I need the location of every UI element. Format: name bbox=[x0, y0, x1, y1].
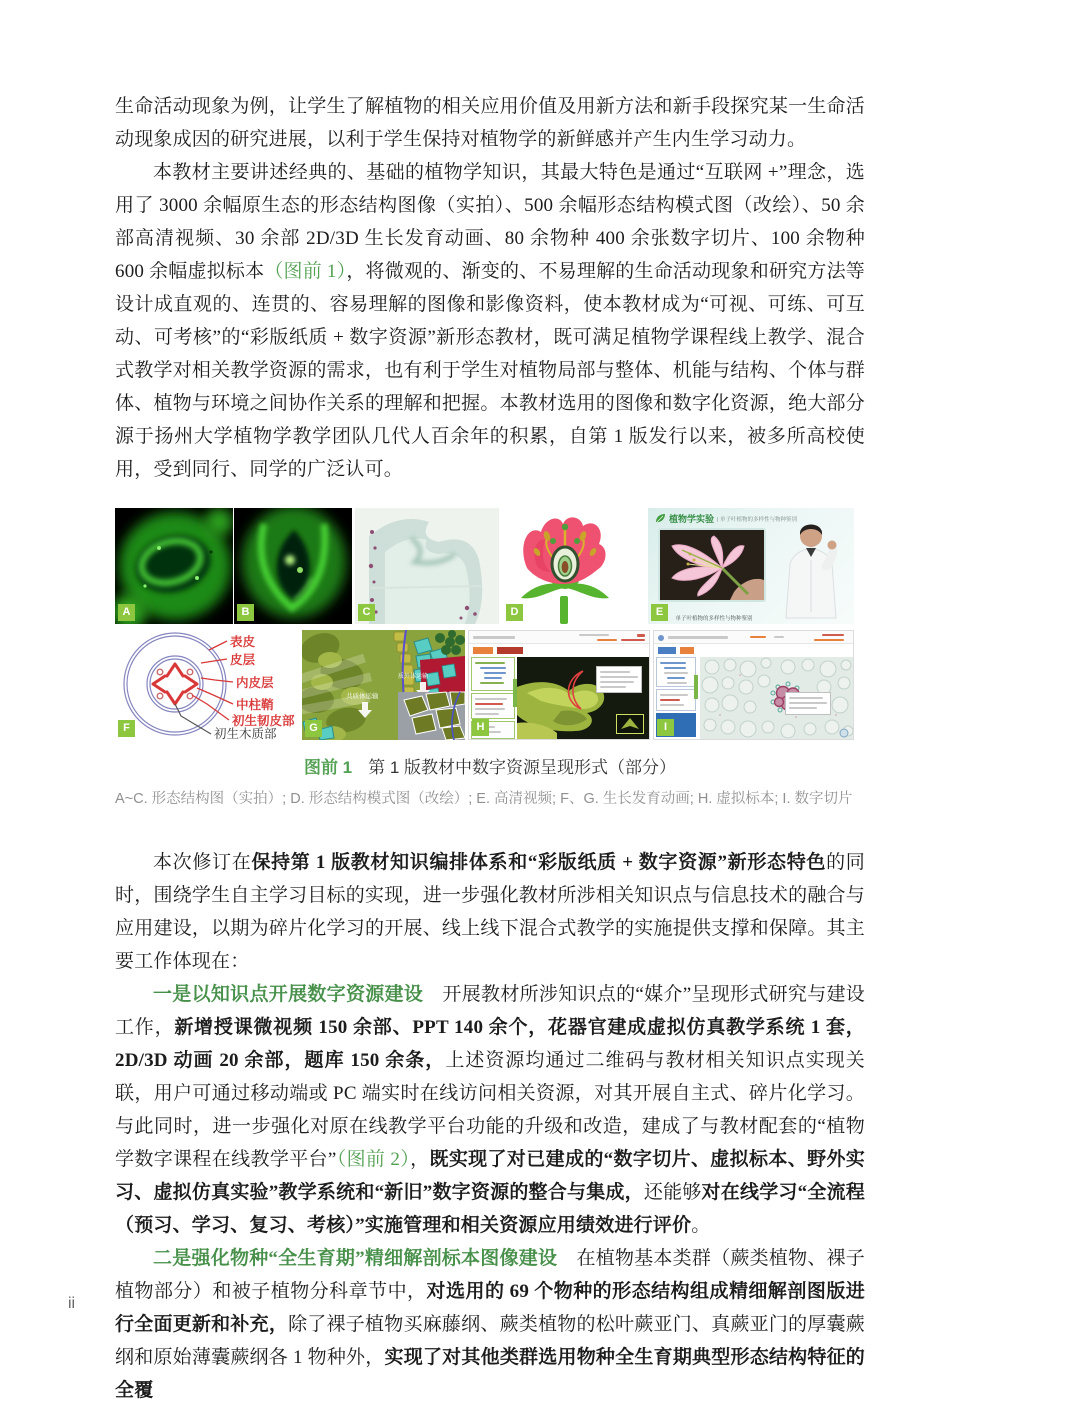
i-side-tab bbox=[694, 675, 698, 699]
panel-d-label: D bbox=[506, 604, 523, 621]
section-c-image bbox=[355, 508, 499, 624]
paragraph-3 bbox=[115, 846, 865, 978]
paragraph-5 bbox=[115, 1242, 865, 1407]
video-presenter bbox=[776, 520, 848, 624]
panel-h-virtual-specimen bbox=[468, 630, 650, 740]
g-label-symplast: 共质体运输 bbox=[346, 693, 379, 700]
text-run: ， bbox=[410, 1149, 430, 1170]
h-specimen-view bbox=[517, 657, 647, 737]
f-label-pericycle: 中柱鞘 bbox=[236, 698, 274, 712]
leaf-logo-icon bbox=[655, 513, 666, 524]
figure-qian-1 bbox=[115, 508, 865, 808]
panel-f-stele-diagram bbox=[115, 630, 301, 740]
lily-photo-image bbox=[660, 530, 764, 600]
f-label-primary-xylem: 初生木质部 bbox=[214, 727, 277, 740]
h-toolbar bbox=[469, 631, 649, 644]
panel-b-micrograph bbox=[234, 508, 352, 624]
text-run: 一是以知识点开展数字资源建设 bbox=[153, 984, 424, 1005]
i-toolbar bbox=[654, 631, 853, 644]
text-run: 在植物基本类群（蕨类植物、裸子植物部分）和被子植物分科章节中， bbox=[115, 1248, 865, 1302]
text-run: 既实现了对已建成的“数字切片、虚拟标本、野外实习、虚拟仿真实验”教学系统和“新旧”数字资源的整合与集成， bbox=[115, 1149, 865, 1203]
h-list-panel bbox=[471, 693, 515, 719]
text-run: 实现了对其他类群选用物种全生育期典型形态结构特征的全覆 bbox=[115, 1347, 865, 1401]
panel-d-flower-diagram bbox=[503, 508, 629, 624]
paragraph-1 bbox=[115, 90, 865, 156]
text-run: 保持第 1 版教材知识编排体系和“彩版纸质 + 数字资源”新形态特色 bbox=[251, 852, 827, 873]
figure-legend: A~C. 形态结构图（实拍）; D. 形态结构模式图（改绘）; E. 高清视频; F、G. 生长发育动画; H. 虚拟标本; I. 数字切片 bbox=[115, 791, 853, 807]
panel-h-label: H bbox=[472, 719, 489, 736]
h-tree-panel bbox=[471, 657, 515, 691]
panel-b-label: B bbox=[237, 604, 254, 621]
g-inset bbox=[398, 692, 465, 740]
text-run: 本教材主要讲述经典的、基础的植物学知识，其最大特色是通过“互联网 +”理念，选用了 3000 余幅原生态的形态结构图像（实拍）、500 余幅形态结构模式图（改绘）、50 余部高清视频、30 余部 2D/3D 生长发育动画、80 余物种 400 余张数字切片、100 余物种 600 余幅虚拟标本 bbox=[115, 162, 865, 282]
panel-a-label: A bbox=[118, 604, 135, 621]
h-thumbnail-inset bbox=[616, 714, 644, 734]
panel-c-label: C bbox=[358, 604, 375, 621]
text-run: ，将微观的、渐变的、不易理解的生命活动现象和研究方法等设计成直观的、连贯的、容易理解的图像和影像资料，使本教材成为“可视、可练、可互动、可考核”的“彩版纸质 + 数字资源”新形态教材，既可满足植物学课程线上教学、混合式教学对相关教学资源的需求，也有利于学生对植物局部与整体、机能与结构、个体与群体、植物与环境之间协作关系的理解和把握。本教材选用的图像和数字化资源，绝大部分源于扬州大学植物学教学团队几代人百余年的积累，自第 1 版发行以来，被多所高校使用，受到同行、同学的广泛认可。 bbox=[115, 261, 865, 480]
i-annotation-popup bbox=[785, 692, 831, 715]
text-run: 上述资源均通过二维码与教材相关知识点实现关联，用户可通过移动端或 PC 端实时在线访问相关资源，对其开展自主式、碎片化学习。与此同时，进一步强化对原在线教学平台功能的升级和改造，建成了与教材配套的“植物学数字课程在线教学平台” bbox=[115, 1050, 865, 1170]
text-run: （图前 1） bbox=[264, 261, 347, 282]
i-tab-orange bbox=[680, 647, 694, 654]
text-run: 的同时，围绕学生自主学习目标的实现，进一步强化教材所涉相关知识点与信息技术的融合与应用建设，以期为碎片化学习的开展、线上线下混合式教学的实施提供支撑和保障。其主要工作体现在： bbox=[115, 852, 865, 972]
panel-g-label: G bbox=[305, 720, 322, 737]
text-run: 除了裸子植物买麻藤纲、蕨类植物的松叶蕨亚门、真蕨亚门的厚囊蕨纲和原始薄囊蕨纲各 1 物种外， bbox=[115, 1314, 865, 1368]
panel-c-section bbox=[355, 508, 499, 624]
figure-image-grid bbox=[115, 508, 865, 740]
panel-g-animation bbox=[302, 630, 465, 740]
f-label-epidermis: 表皮 bbox=[230, 635, 256, 649]
text-run: 本次修订在 bbox=[153, 852, 252, 873]
figure-caption-text: 第 1 版教材中数字资源呈现形式（部分） bbox=[368, 758, 677, 777]
panel-e-label: E bbox=[651, 604, 668, 621]
animation-g-image bbox=[302, 630, 465, 740]
g-label-apoplast: 质外体运输 bbox=[398, 674, 429, 680]
paragraph-2 bbox=[115, 156, 865, 486]
panel-f-label: F bbox=[118, 720, 135, 737]
f-label-primary-phloem: 初生韧皮部 bbox=[232, 714, 295, 728]
text-run: 对选用的 69 个物种的形态结构组成精细解剖图版进行全面更新和补充， bbox=[115, 1281, 865, 1335]
figure-caption bbox=[115, 753, 865, 808]
figure-caption-tag: 图前 1 bbox=[303, 758, 353, 777]
f-label-endodermis: 内皮层 bbox=[236, 676, 274, 690]
video-header bbox=[655, 512, 797, 525]
text-run: 还能够 bbox=[643, 1182, 702, 1203]
paragraph-4 bbox=[115, 978, 865, 1242]
text-run: 生命活动现象为例，让学生了解植物的相关应用价值及用新方法和新手段探究某一生命活动现象成因的研究进展，以利于学生保持对植物学的新鲜感并产生内生学习动力。 bbox=[115, 96, 865, 150]
video-flower-inset bbox=[658, 528, 766, 602]
presenter-image bbox=[776, 520, 848, 620]
panel-a-micrograph bbox=[115, 508, 233, 624]
text-run: 新增授课微视频 150 余部、PPT 140 余个，花器官建成虚拟仿真教学系统 1 套，2D/3D 动画 20 余部，题库 150 余条， bbox=[115, 1017, 865, 1071]
video-brand: 植物学实验 bbox=[669, 514, 715, 524]
text-run: 对在线学习“全流程（预习、学习、复习、考核）”实施管理和相关资源应用绩效进行评价 bbox=[115, 1182, 865, 1236]
video-caption: 单子叶植物的多样性与物种鉴别 bbox=[675, 616, 753, 622]
i-slide-view bbox=[700, 657, 851, 737]
text-run: 。 bbox=[691, 1215, 711, 1236]
text-run: 开展教材所涉知识点的“媒介”呈现形式研究与建设工作， bbox=[115, 984, 865, 1038]
figure-caption-line bbox=[115, 753, 865, 778]
h-tab-red bbox=[497, 647, 523, 654]
page-content bbox=[115, 90, 865, 1407]
panel-i-digital-slide bbox=[653, 630, 854, 740]
page-number: ii bbox=[68, 1295, 76, 1312]
panel-e-video bbox=[648, 508, 854, 624]
panel-i-label: I bbox=[657, 719, 674, 736]
i-tree-panel bbox=[656, 657, 696, 687]
i-tab-blue bbox=[658, 647, 676, 654]
text-run: （图前 2） bbox=[336, 1149, 411, 1170]
text-run: 二是强化物种“全生育期”精细解剖标本图像建设 bbox=[153, 1248, 558, 1269]
h-annotation-popup bbox=[596, 666, 642, 693]
video-subtitle: | 单子叶植物的多样性与物种鉴别 bbox=[717, 516, 797, 523]
i-list-panel bbox=[656, 689, 696, 711]
stele-diagram-image bbox=[115, 630, 301, 740]
h-tab-orange bbox=[473, 647, 493, 654]
f-label-cortex: 皮层 bbox=[230, 653, 256, 667]
